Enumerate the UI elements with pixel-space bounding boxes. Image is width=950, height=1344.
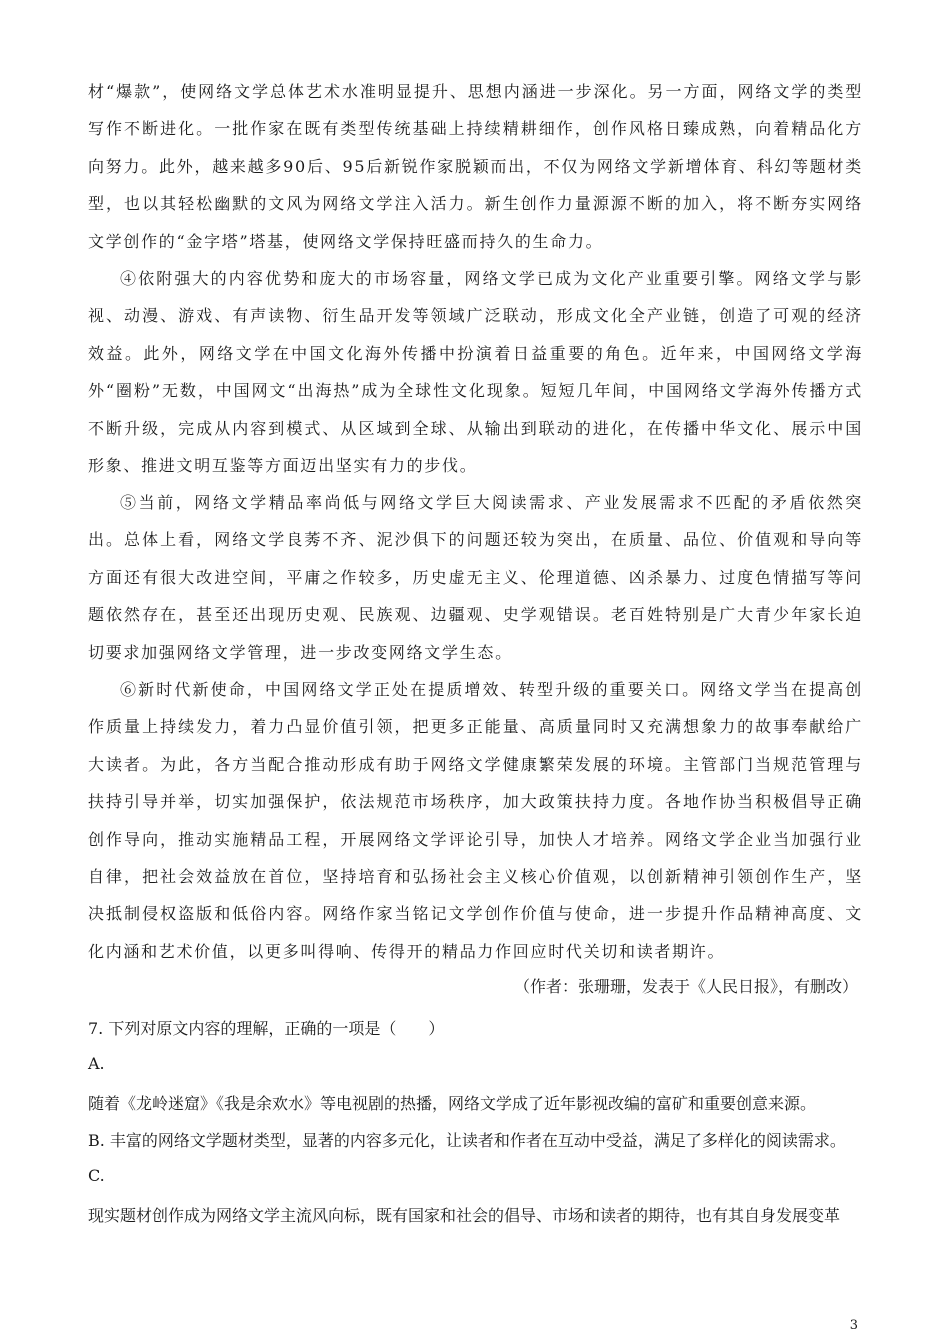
passage-paragraph-6: ⑥新时代新使命，中国网络文学正处在提质增效、转型升级的重要关口。网络文学当在提高创作质量上持续发力，着力凸显价值引领，把更多正能量、高质量同时又充满想象力的故事奉献给广大读者。为此，各方当配合推动形成有助于网络文学健康繁荣发展的环境。主管部门当规范管理与扶持引导并举，切实加强保护，依法规范市场秩序，加大政策扶持力度。各地作协当积极倡导正确创作导向，推动实施精品工程，开展网络文学评论引导，加快人才培养。网络文学企业当加强行业自律，把社会效益放在首位，坚持培育和弘扬社会主义核心价值观，以创新精神引领创作生产，坚决抵制侵权盗版和低俗内容。网络作家当铭记文学创作价值与使命，进一步提升作品精神高度、文化内涵和艺术价值，以更多叫得响、传得开的精品力作回应时代关切和读者期许。 <box>88 680 863 961</box>
option-a-label: A. <box>88 1054 105 1073</box>
option-c-label: C. <box>88 1166 105 1185</box>
article-source: （作者：张珊珊，发表于《人民日报》，有删改） <box>513 977 858 996</box>
passage-paragraph-4: ④依附强大的内容优势和庞大的市场容量，网络文学已成为文化产业重要引擎。网络文学与影视、动漫、游戏、有声读物、衍生品开发等领域广泛联动，形成文化全产业链，创造了可观的经济效益。此外，网络文学在中国文化海外传播中扮演着日益重要的角色。近年来，中国网络文学海外“圈粉”无数，中国网文“出海热”成为全球性文化现象。短短几年间，中国网络文学海外传播方式不断升级，完成从内容到模式、从区域到全球、从输出到联动的进化，在传播中华文化、展示中国形象、推进文明互鉴等方面迈出坚实有力的步伐。 <box>88 269 863 476</box>
page-number: 3 <box>849 1318 858 1333</box>
option-a-text: 随着《龙岭迷窟》《我是余欢水》等电视剧的热播，网络文学成了近年影视改编的富矿和重要创意来源。 <box>88 1094 817 1113</box>
passage-paragraph-5: ⑤当前，网络文学精品率尚低与网络文学巨大阅读需求、产业发展需求不匹配的矛盾依然突出。总体上看，网络文学良莠不齐、泥沙俱下的问题还较为突出，在质量、品位、价值观和导向等方面还有很大改进空间，平庸之作较多，历史虚无主义、伦理道德、凶杀暴力、过度色情描写等问题依然存在，甚至还出现历史观、民族观、边疆观、史学观错误。老百姓特别是广大青少年家长迫切要求加强网络文学管理，进一步改变网络文学生态。 <box>88 493 863 662</box>
option-c-text: 现实题材创作成为网络文学主流风向标，既有国家和社会的倡导、市场和读者的期待，也有其自身发展变革 <box>88 1206 841 1225</box>
passage-paragraph-3-continued: 材“爆款”，使网络文学总体艺术水准明显提升、思想内涵进一步深化。另一方面，网络文学的类型写作不断进化。一批作家在既有类型传统基础上持续精耕细作，创作风格日臻成熟，向着精品化方向努力。此外，越来越多90后、95后新锐作家脱颖而出，不仅为网络文学新增体育、科幻等题材类型，也以其轻松幽默的文风为网络文学注入活力。新生创作力量源源不断的加入，将不断夯实网络文学创作的“金字塔”塔基，使网络文学保持旺盛而持久的生命力。 <box>88 82 863 251</box>
question-7-stem: 7. 下列对原文内容的理解，正确的一项是（ ） <box>88 1019 445 1038</box>
option-b: B. 丰富的网络文学题材类型，显著的内容多元化，让读者和作者在互动中受益，满足了多样化的阅读需求。 <box>88 1131 846 1150</box>
